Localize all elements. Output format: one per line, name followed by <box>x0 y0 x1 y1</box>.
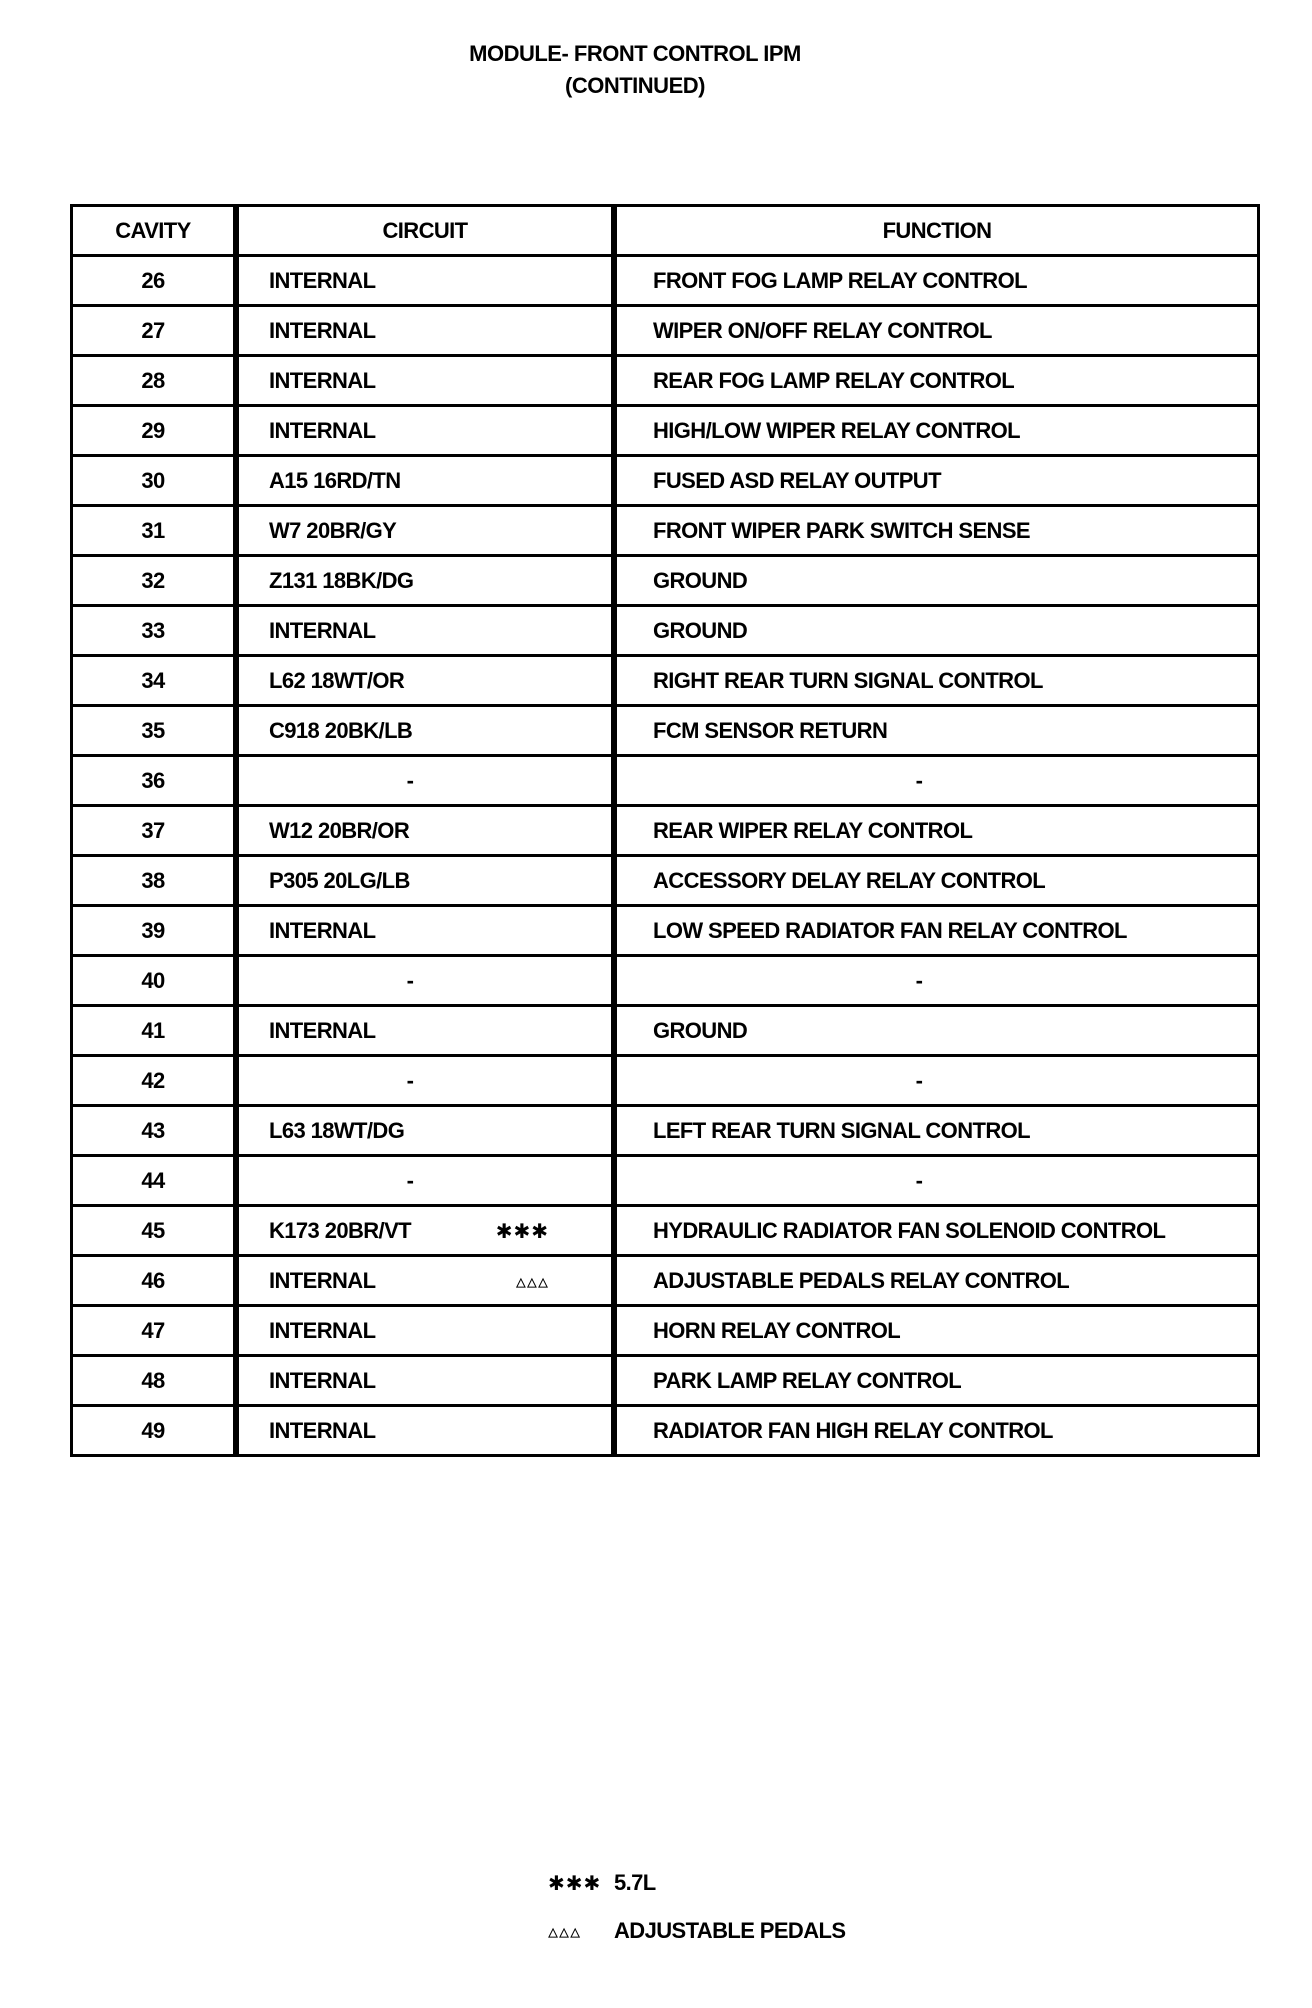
cell-cavity: 29 <box>73 407 236 457</box>
circuit-code: INTERNAL <box>269 317 376 343</box>
cell-circuit <box>236 957 614 1007</box>
cell-cavity: 27 <box>73 307 236 357</box>
table-row <box>73 257 1260 307</box>
circuit-code: INTERNAL <box>269 367 376 393</box>
cell-cavity: 30 <box>73 457 236 507</box>
cell-cavity: 34 <box>73 657 236 707</box>
table-row <box>73 1207 1260 1257</box>
cell-cavity: 38 <box>73 857 236 907</box>
legend-item-5-7l <box>548 1870 656 1896</box>
empty-dash: - <box>915 1167 923 1193</box>
table-row <box>73 1407 1260 1457</box>
page-title <box>0 38 1270 102</box>
cell-function <box>614 957 1260 1007</box>
cell-function: WIPER ON/OFF RELAY CONTROL <box>614 307 1260 357</box>
cell-function: HORN RELAY CONTROL <box>614 1307 1260 1357</box>
cell-function <box>614 1057 1260 1107</box>
cell-function: FCM SENSOR RETURN <box>614 707 1260 757</box>
cell-function: GROUND <box>614 557 1260 607</box>
cell-cavity: 42 <box>73 1057 236 1107</box>
cell-circuit <box>236 1357 614 1407</box>
cell-circuit <box>236 1207 614 1257</box>
circuit-code: INTERNAL <box>269 1317 376 1343</box>
cell-circuit <box>236 757 614 807</box>
table-row <box>73 1107 1260 1157</box>
cell-circuit <box>236 857 614 907</box>
circuit-code: L62 18WT/OR <box>269 667 405 693</box>
cell-circuit <box>236 407 614 457</box>
cell-circuit <box>236 507 614 557</box>
cell-cavity: 40 <box>73 957 236 1007</box>
empty-dash: - <box>915 1067 923 1093</box>
circuit-code: INTERNAL <box>269 1017 376 1043</box>
cell-cavity: 39 <box>73 907 236 957</box>
cell-function: FRONT FOG LAMP RELAY CONTROL <box>614 257 1260 307</box>
title-line-2: (CONTINUED) <box>565 73 705 98</box>
cell-cavity: 46 <box>73 1257 236 1307</box>
cell-function: GROUND <box>614 607 1260 657</box>
cell-circuit <box>236 707 614 757</box>
title-line-1: MODULE- FRONT CONTROL IPM <box>469 41 801 66</box>
cell-circuit <box>236 1157 614 1207</box>
table-row <box>73 957 1260 1007</box>
cell-circuit <box>236 357 614 407</box>
cell-circuit <box>236 1057 614 1107</box>
cell-cavity: 36 <box>73 757 236 807</box>
cell-cavity: 33 <box>73 607 236 657</box>
header-function: FUNCTION <box>614 207 1260 257</box>
table-body <box>73 257 1260 1457</box>
circuit-code: INTERNAL <box>269 617 376 643</box>
cell-circuit <box>236 557 614 607</box>
cell-circuit <box>236 1307 614 1357</box>
triangle-marker-icon: ▵▵▵ <box>515 1270 549 1293</box>
circuit-code: INTERNAL <box>269 1417 376 1443</box>
cell-function <box>614 757 1260 807</box>
table-row <box>73 307 1260 357</box>
table-row <box>73 507 1260 557</box>
cell-cavity: 45 <box>73 1207 236 1257</box>
table-row <box>73 457 1260 507</box>
cell-function: RADIATOR FAN HIGH RELAY CONTROL <box>614 1407 1260 1457</box>
circuit-code: INTERNAL <box>269 1367 376 1393</box>
cell-function: FUSED ASD RELAY OUTPUT <box>614 457 1260 507</box>
cell-function: REAR WIPER RELAY CONTROL <box>614 807 1260 857</box>
circuit-code: L63 18WT/DG <box>269 1117 405 1143</box>
circuit-code: INTERNAL <box>269 917 376 943</box>
cell-circuit <box>236 1257 614 1307</box>
cell-circuit <box>236 657 614 707</box>
empty-dash: - <box>406 767 414 793</box>
asterisk-marker-icon: ✱✱✱ <box>495 1220 549 1243</box>
cell-function: LOW SPEED RADIATOR FAN RELAY CONTROL <box>614 907 1260 957</box>
empty-dash: - <box>406 1167 414 1193</box>
cell-circuit <box>236 1407 614 1457</box>
table-row <box>73 407 1260 457</box>
table-row <box>73 1057 1260 1107</box>
asterisk-marker-icon: ✱✱✱ <box>548 1873 602 1895</box>
cell-function: HYDRAULIC RADIATOR FAN SOLENOID CONTROL <box>614 1207 1260 1257</box>
cell-function: RIGHT REAR TURN SIGNAL CONTROL <box>614 657 1260 707</box>
table-row <box>73 1357 1260 1407</box>
circuit-code: P305 20LG/LB <box>269 867 410 893</box>
table-row <box>73 707 1260 757</box>
cell-function: FRONT WIPER PARK SWITCH SENSE <box>614 507 1260 557</box>
header-cavity: CAVITY <box>73 207 236 257</box>
empty-dash: - <box>406 1067 414 1093</box>
cell-cavity: 44 <box>73 1157 236 1207</box>
cell-circuit <box>236 457 614 507</box>
circuit-code: INTERNAL <box>269 267 376 293</box>
table-row <box>73 1157 1260 1207</box>
empty-dash: - <box>915 767 923 793</box>
circuit-code: K173 20BR/VT <box>269 1217 411 1243</box>
table-row <box>73 1007 1260 1057</box>
cell-cavity: 28 <box>73 357 236 407</box>
cell-function: LEFT REAR TURN SIGNAL CONTROL <box>614 1107 1260 1157</box>
cell-function: HIGH/LOW WIPER RELAY CONTROL <box>614 407 1260 457</box>
cell-cavity: 35 <box>73 707 236 757</box>
empty-dash: - <box>915 967 923 993</box>
cell-function: GROUND <box>614 1007 1260 1057</box>
cell-circuit <box>236 807 614 857</box>
circuit-code: Z131 18BK/DG <box>269 567 414 593</box>
table-row <box>73 1257 1260 1307</box>
cell-function: ACCESSORY DELAY RELAY CONTROL <box>614 857 1260 907</box>
header-circuit: CIRCUIT <box>236 207 614 257</box>
table-row <box>73 657 1260 707</box>
table-header-row <box>73 207 1260 257</box>
circuit-code: C918 20BK/LB <box>269 717 413 743</box>
legend-text: 5.7L <box>614 1870 656 1895</box>
cell-cavity: 47 <box>73 1307 236 1357</box>
table-row <box>73 757 1260 807</box>
table-row <box>73 357 1260 407</box>
table-row <box>73 557 1260 607</box>
circuit-code: A15 16RD/TN <box>269 467 401 493</box>
cell-cavity: 41 <box>73 1007 236 1057</box>
circuit-code: W12 20BR/OR <box>269 817 410 843</box>
legend-item-adjustable-pedals <box>548 1918 845 1944</box>
circuit-code: W7 20BR/GY <box>269 517 397 543</box>
cell-cavity: 43 <box>73 1107 236 1157</box>
circuit-code: INTERNAL <box>269 1267 376 1293</box>
cell-circuit <box>236 307 614 357</box>
cell-cavity: 37 <box>73 807 236 857</box>
circuit-code: INTERNAL <box>269 417 376 443</box>
table-row <box>73 807 1260 857</box>
table-row <box>73 607 1260 657</box>
cell-circuit <box>236 257 614 307</box>
cell-cavity: 48 <box>73 1357 236 1407</box>
table-row <box>73 857 1260 907</box>
cell-circuit <box>236 907 614 957</box>
empty-dash: - <box>406 967 414 993</box>
cavity-table <box>70 204 1260 1457</box>
cell-function: REAR FOG LAMP RELAY CONTROL <box>614 357 1260 407</box>
cell-function <box>614 1157 1260 1207</box>
cell-function: PARK LAMP RELAY CONTROL <box>614 1357 1260 1407</box>
table-row <box>73 1307 1260 1357</box>
cell-cavity: 49 <box>73 1407 236 1457</box>
cell-cavity: 26 <box>73 257 236 307</box>
legend-text: ADJUSTABLE PEDALS <box>614 1918 846 1943</box>
cell-cavity: 32 <box>73 557 236 607</box>
cell-circuit <box>236 1007 614 1057</box>
triangle-marker-icon: ▵▵▵ <box>548 1921 582 1943</box>
cell-circuit <box>236 1107 614 1157</box>
table-row <box>73 907 1260 957</box>
cell-cavity: 31 <box>73 507 236 557</box>
cell-function: ADJUSTABLE PEDALS RELAY CONTROL <box>614 1257 1260 1307</box>
cell-circuit <box>236 607 614 657</box>
